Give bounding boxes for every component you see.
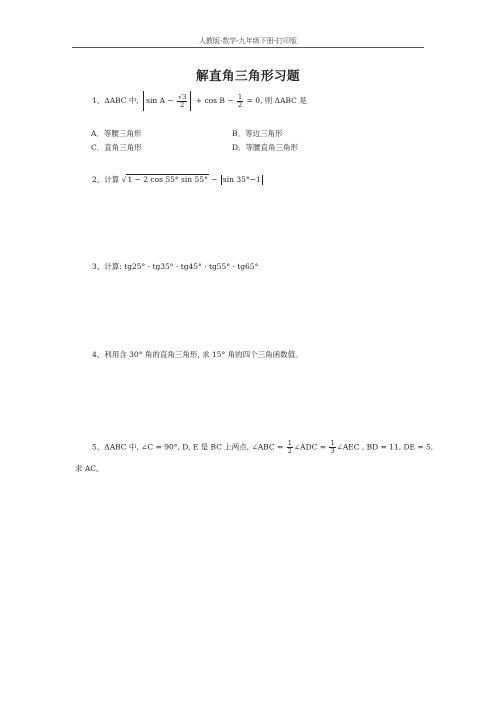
- question-5-text-c: ∠AEC , BD = 11, DE = 5,: [336, 442, 434, 452]
- abs-bar-right: [190, 91, 191, 111]
- question-5-line-1: [92, 440, 433, 455]
- question-5-text-b: ∠ADC =: [293, 442, 326, 452]
- cos-b-term: cos B −: [204, 96, 234, 105]
- abs-bar-left: [143, 91, 144, 111]
- fraction-1-over-2: $\frac{1}{2}$: [238, 92, 243, 109]
- abs-bar-right: [262, 175, 263, 185]
- question-5-text-a: 5、ΔABC 中, ∠C = 90°, D, E 是 BC 上两点, ∠ABC =: [92, 442, 284, 452]
- question-1-prefix: ΔABC 中,: [104, 96, 139, 105]
- option-d: D．等腰直角三角形: [232, 143, 299, 152]
- sqrt-radicand: 1 − 2 cos 55° sin 55°: [127, 175, 208, 184]
- sin-a-term: sin A −: [146, 96, 174, 105]
- equals-zero: = 0: [246, 96, 260, 105]
- abs-content: sin 35°−1: [222, 175, 261, 184]
- page-header: 人教版-数学-九年级下册-打印版: [198, 37, 298, 45]
- question-1-number: 1、: [92, 96, 105, 105]
- option-c: C．直角三角形: [91, 143, 142, 152]
- fraction-sqrt3-over-2: $\frac{√3}{2}$: [178, 92, 187, 109]
- header-divider: [72, 47, 424, 48]
- fraction-1-over-2: $\frac{1}{2}$: [287, 439, 292, 455]
- question-2: [92, 174, 264, 185]
- question-1: [92, 91, 307, 111]
- abs-bar-left: [221, 175, 222, 185]
- question-2-number: 2、计算: [92, 175, 120, 184]
- fraction-1-over-3: $\frac{1}{3}$: [330, 439, 335, 455]
- sqrt-sign: √: [121, 175, 127, 184]
- option-a: A．等腰三角形: [91, 129, 142, 138]
- question-1-suffix: , 则 ΔABC 是: [259, 96, 307, 105]
- question-3: 3、计算: tg25° · tg35° · tg45° · tg55° · tg65°: [92, 262, 259, 271]
- page-title: 解直角三角形习题: [195, 68, 300, 83]
- minus-sign: −: [211, 175, 218, 184]
- plus-sign: +: [195, 96, 203, 105]
- question-5-line-2: 求 AC。: [75, 464, 104, 473]
- option-b: B．等边三角形: [232, 129, 283, 138]
- question-4: 4、利用含 30° 角的直角三角形, 求 15° 角的四个三角函数值。: [92, 350, 303, 359]
